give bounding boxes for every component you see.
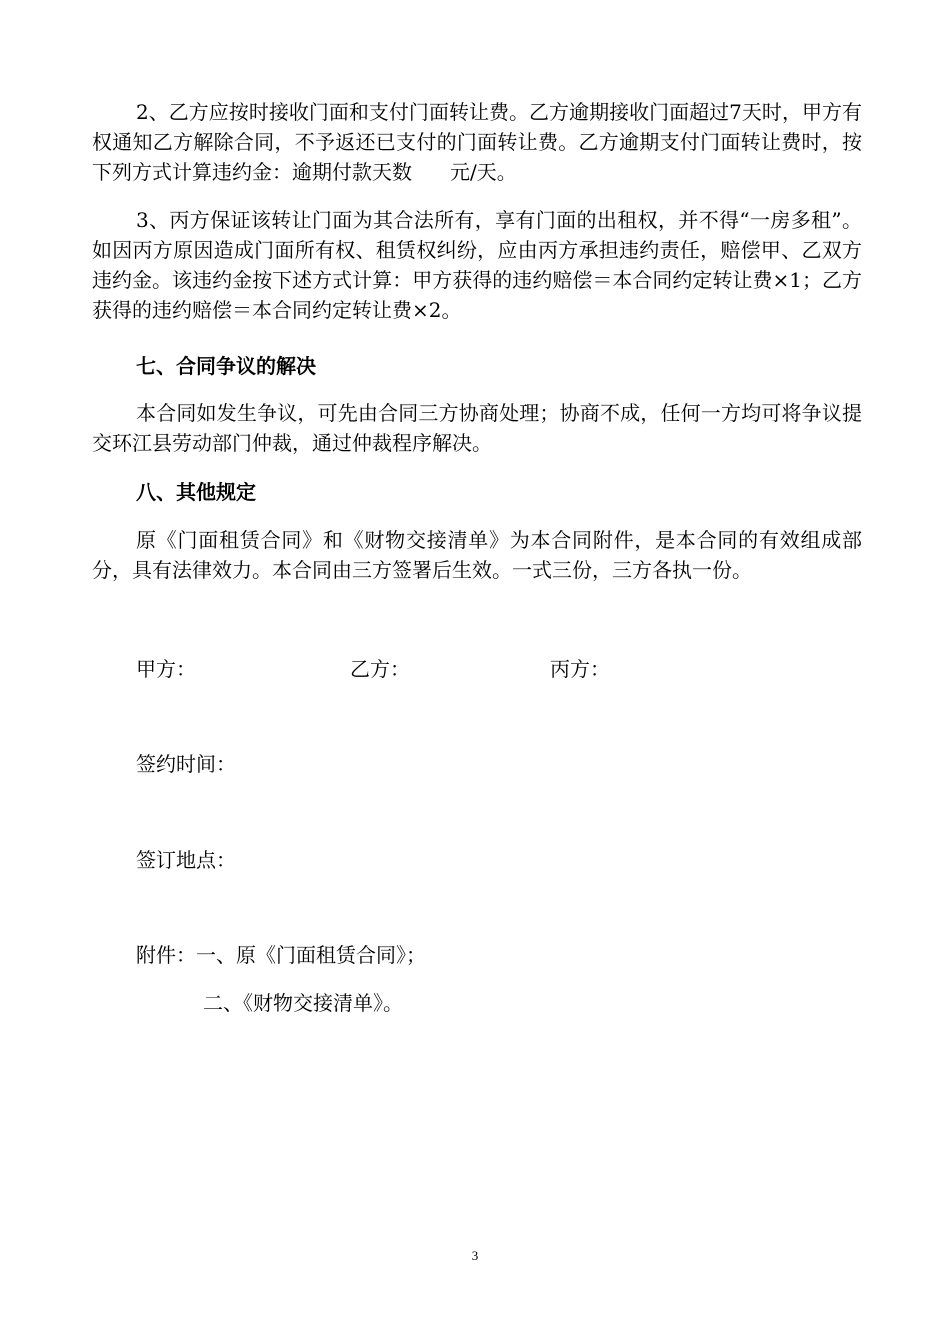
clause-2-text-end: 元/天。 [450, 160, 517, 184]
attachments-line-1: 附件：一、原《门面租赁合同》； [136, 943, 426, 967]
sign-time-label: 签约时间： [136, 752, 236, 776]
sign-place-label: 签订地点： [136, 848, 236, 872]
section-8-paragraph: 原《门面租赁合同》和《财物交接清单》为本合同附件，是本合同的有效组成部分，具有法律效力。本合同由三方签署后生效。一式三份，三方各执一份。 [92, 528, 862, 582]
party-b-signature-label: 乙方： [350, 657, 410, 681]
section-8-heading: 八、其他规定 [136, 480, 256, 504]
clause-2-text: 2、乙方应按时接收门面和支付门面转让费。乙方逾期接收门面超过7天时，甲方有权通知乙方解除合同，不予返还已支付的门面转让费。乙方逾期支付门面转让费时，按下列方式计算违约金：逾期付款天数 [92, 100, 862, 184]
section-7-heading: 七、合同争议的解决 [136, 354, 316, 378]
page-number: 3 [471, 1248, 479, 1263]
party-a-signature-label: 甲方： [136, 657, 196, 681]
clause-3-paragraph: 3、丙方保证该转让门面为其合法所有，享有门面的出租权，并不得“一房多租”。如因丙方原因造成门面所有权、租赁权纠纷，应由丙方承担违约责任，赔偿甲、乙双方违约金。该违约金按下述方式计算：甲方获得的违约赔偿＝本合同约定转让费×1；乙方获得的违约赔偿＝本合同约定转让费×2。 [92, 208, 862, 322]
party-c-signature-label: 丙方： [550, 657, 610, 681]
clause-2-paragraph [92, 97, 862, 187]
section-7-paragraph: 本合同如发生争议，可先由合同三方协商处理；协商不成，任何一方均可将争议提交环江县劳动部门仲裁，通过仲裁程序解决。 [92, 401, 862, 455]
attachments-line-2: 二、《财物交接清单》。 [203, 991, 403, 1015]
